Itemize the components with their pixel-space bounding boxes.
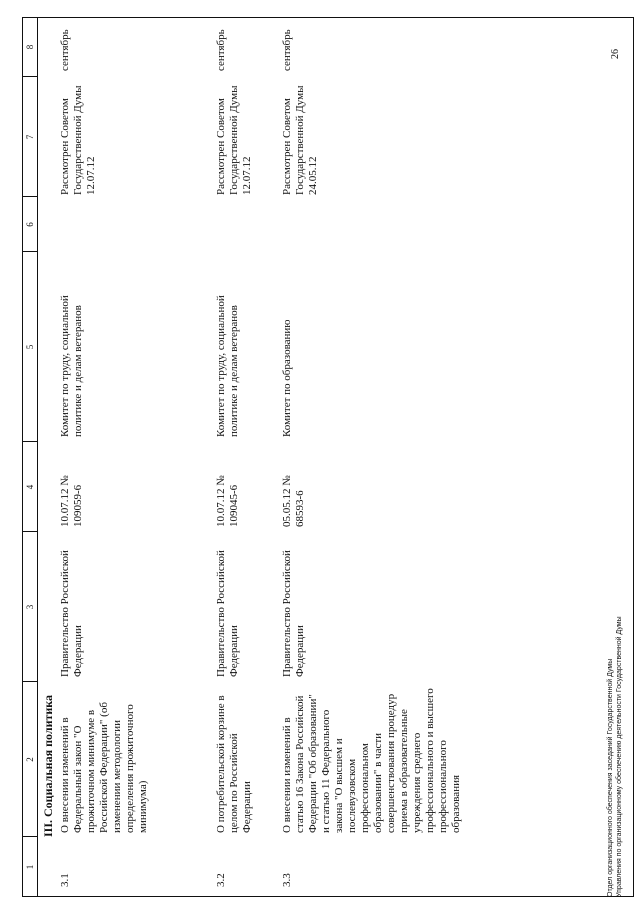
column-header-6: 6 bbox=[25, 222, 35, 227]
column-divider bbox=[23, 76, 37, 77]
bill-initiator: Правительство Российской Федерации bbox=[215, 550, 240, 677]
row-number: 3.2 bbox=[215, 873, 227, 887]
column-header-8: 8 bbox=[25, 44, 35, 50]
column-divider bbox=[23, 681, 37, 682]
bill-title: О внесении изменений в Федеральный закон "О прожиточном минимуме в Российской Федерации" (об изменении методологии определения прожиточного минимума) bbox=[59, 702, 149, 833]
bill-committee: Комитет по образованию bbox=[281, 319, 293, 437]
bill-status: Рассмотрен Советом Государственной Думы 12.07.12 bbox=[59, 85, 97, 195]
bill-registration: 10.07.12 № 109045-6 bbox=[215, 475, 240, 527]
column-header-4: 4 bbox=[25, 484, 35, 490]
column-divider bbox=[23, 836, 37, 837]
page-footer bbox=[606, 616, 624, 897]
bill-title: О внесении изменений в статью 16 Закона Российской Федерации "Об образовании" и статью 11 Федерального закона "О высшем и послевузовском профессиональном образовании" в части совершенствования процедур приема в образовательные учреждения среднего профессионального и высшего профессионального образования bbox=[281, 688, 462, 833]
bill-committee: Комитет по труду, социальной политике и делам ветеранов bbox=[215, 295, 240, 437]
bills-table bbox=[22, 17, 634, 897]
footer-line-2: Управления по организационному обеспечению деятельности Государственной Думы bbox=[616, 616, 623, 897]
row-number: 3.1 bbox=[59, 873, 71, 887]
footer-line-1: Отдел организационного обеспечения заседаний Государственной Думы bbox=[607, 658, 614, 897]
page-number: 26 bbox=[610, 49, 621, 59]
bill-initiator: Правительство Российской Федерации bbox=[281, 550, 306, 677]
section-title: III. Социальная политика bbox=[41, 694, 55, 837]
column-divider bbox=[23, 196, 37, 197]
bill-registration: 10.07.12 № 109059-6 bbox=[59, 475, 84, 527]
bill-initiator: Правительство Российской Федерации bbox=[59, 550, 84, 677]
table-border-left bbox=[23, 896, 633, 897]
bill-status: Рассмотрен Советом Государственной Думы 12.07.12 bbox=[215, 85, 253, 195]
bill-title: О потребительской корзине в целом по Российской Федерации bbox=[215, 695, 253, 833]
column-header-5: 5 bbox=[25, 344, 35, 350]
bill-status: Рассмотрен Советом Государственной Думы 24.05.12 bbox=[281, 85, 319, 195]
column-divider bbox=[23, 441, 37, 442]
column-header-2: 2 bbox=[25, 757, 35, 762]
table-border-right bbox=[23, 17, 633, 18]
column-divider bbox=[23, 251, 37, 252]
bill-registration: 05.05.12 № 68593-6 bbox=[281, 475, 306, 527]
bill-month: сентябрь bbox=[281, 29, 293, 71]
column-divider bbox=[23, 531, 37, 532]
bill-month: сентябрь bbox=[59, 29, 71, 71]
bill-month: сентябрь bbox=[215, 29, 227, 71]
column-header-1: 1 bbox=[25, 864, 35, 870]
column-header-row bbox=[23, 17, 38, 897]
column-header-3: 3 bbox=[25, 604, 35, 610]
row-number: 3.3 bbox=[281, 873, 293, 887]
column-header-7: 7 bbox=[25, 134, 35, 140]
bill-committee: Комитет по труду, социальной политике и делам ветеранов bbox=[59, 295, 84, 437]
